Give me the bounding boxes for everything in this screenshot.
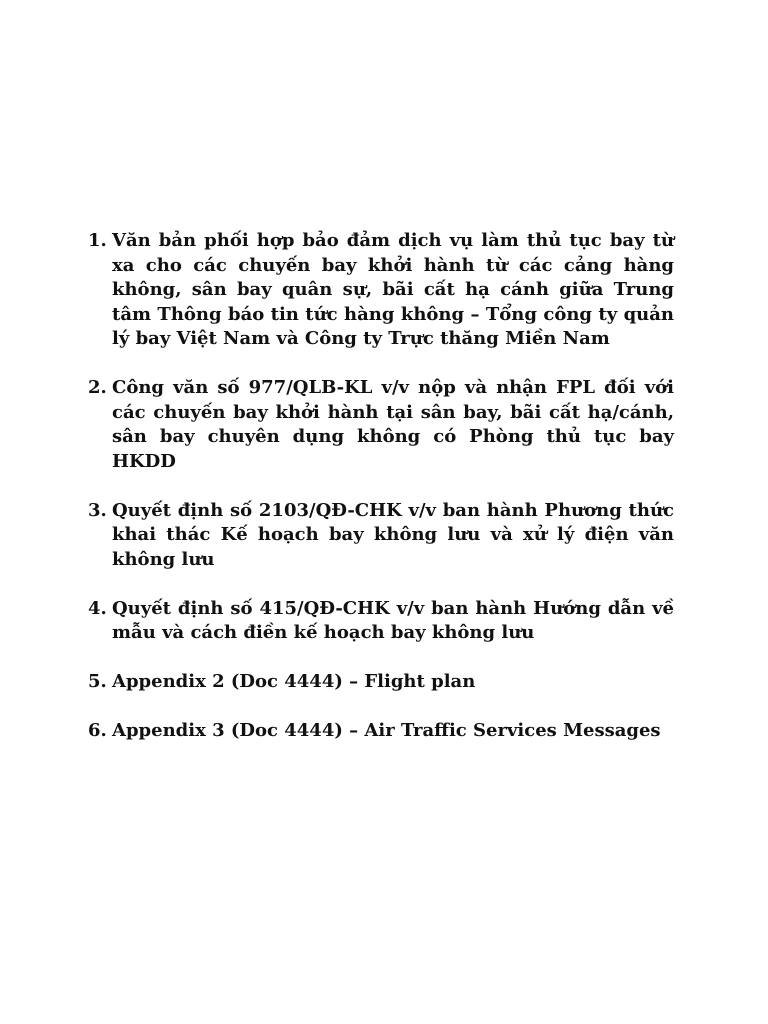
list-item-text: Văn bản phối hợp bảo đảm dịch vụ làm thủ tục bay từ xa cho các chuyến bay khởi hành từ các cảng hàng không, sân bay quân sự, bãi cất hạ cánh giữa Trung tâm Thông báo tin tức hàng không – Tổng công ty quản lý bay Việt Nam và Công ty Trực thăng Miền Nam — [112, 230, 674, 349]
reference-list — [88, 229, 674, 768]
list-item-number: 4. — [88, 597, 107, 619]
list-item-text: Appendix 3 (Doc 4444) – Air Traffic Services Messages — [112, 720, 661, 741]
list-item-number: 5. — [88, 671, 107, 692]
list-item — [88, 719, 674, 744]
list-item-number: 2. — [88, 377, 107, 398]
list-item-text: Quyết định số 2103/QĐ-CHK v/v ban hành Phương thức khai thác Kế hoạch bay không lưu và xử lý điện văn không lưu — [112, 499, 674, 570]
list-item-number: 1. — [88, 230, 107, 251]
list-item — [88, 670, 674, 695]
list-item — [88, 229, 674, 352]
list-item-text: Công văn số 977/QLB-KL v/v nộp và nhận FPL đối với các chuyến bay khởi hành tại sân bay, bãi cất hạ/cánh, sân bay chuyên dụng không có Phòng thủ tục bay HKDD — [112, 377, 674, 472]
list-item-number: 3. — [88, 499, 107, 521]
list-item — [88, 499, 674, 573]
list-item — [88, 376, 674, 474]
list-item-number: 6. — [88, 720, 107, 741]
list-item-text: Appendix 2 (Doc 4444) – Flight plan — [112, 671, 476, 692]
list-item-text: Quyết định số 415/QĐ-CHK v/v ban hành Hướng dẫn về mẫu và cách điền kế hoạch bay không lưu — [112, 597, 674, 643]
list-item — [88, 597, 674, 646]
